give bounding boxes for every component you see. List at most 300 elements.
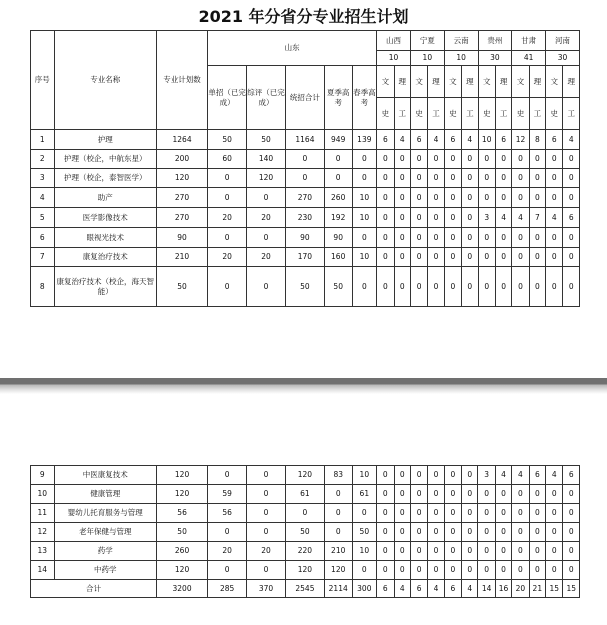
province-quota: 0 xyxy=(529,248,545,267)
province-quota: 0 xyxy=(410,561,427,580)
province-quota: 3 xyxy=(478,208,495,228)
province-quota: 0 xyxy=(377,248,394,267)
province-quota: 0 xyxy=(410,466,427,485)
single-count: 0 xyxy=(208,188,247,208)
spring-count: 0 xyxy=(352,228,377,248)
unified-total: 0 xyxy=(285,504,324,523)
header-province-total: 10 xyxy=(410,51,444,66)
province-quota: 0 xyxy=(462,267,478,307)
province-quota: 0 xyxy=(394,561,410,580)
header-wen: 文 xyxy=(512,66,529,98)
province-quota: 0 xyxy=(394,188,410,208)
spring-count: 10 xyxy=(352,466,377,485)
province-quota: 0 xyxy=(377,523,394,542)
province-quota: 0 xyxy=(495,504,511,523)
header-province-guizhou: 贵州 xyxy=(478,31,512,51)
row-index: 1 xyxy=(31,130,55,150)
province-quota: 0 xyxy=(394,228,410,248)
table-row xyxy=(31,485,580,504)
province-quota: 0 xyxy=(462,188,478,208)
major-name: 护理（校企，中航东星） xyxy=(54,150,156,169)
unified-total: 120 xyxy=(285,466,324,485)
header-li: 理 xyxy=(495,66,511,98)
province-quota: 0 xyxy=(512,504,529,523)
total-spring: 300 xyxy=(352,580,377,598)
spring-count: 0 xyxy=(352,267,377,307)
province-quota: 0 xyxy=(546,485,563,504)
comprehensive-count: 50 xyxy=(247,130,286,150)
province-quota: 0 xyxy=(495,542,511,561)
major-name: 中医康复技术 xyxy=(54,466,156,485)
single-count: 60 xyxy=(208,150,247,169)
province-quota: 0 xyxy=(444,561,461,580)
row-index: 7 xyxy=(31,248,55,267)
major-name: 助产 xyxy=(54,188,156,208)
province-quota: 0 xyxy=(444,523,461,542)
comprehensive-count: 0 xyxy=(247,485,286,504)
major-name: 眼视光技术 xyxy=(54,228,156,248)
summer-count: 949 xyxy=(324,130,352,150)
province-quota: 0 xyxy=(495,523,511,542)
province-quota: 0 xyxy=(512,248,529,267)
total-plan: 3200 xyxy=(156,580,207,598)
province-quota: 0 xyxy=(394,248,410,267)
single-count: 0 xyxy=(208,267,247,307)
header-province-gansu: 甘肃 xyxy=(512,31,546,51)
province-quota: 0 xyxy=(478,228,495,248)
province-quota: 0 xyxy=(478,504,495,523)
province-quota: 8 xyxy=(529,130,545,150)
province-quota: 0 xyxy=(394,208,410,228)
enrollment-table-page-1 xyxy=(30,30,580,307)
province-quota: 0 xyxy=(394,466,410,485)
total-single: 285 xyxy=(208,580,247,598)
comprehensive-count: 0 xyxy=(247,267,286,307)
table-row xyxy=(31,523,580,542)
province-quota: 0 xyxy=(478,267,495,307)
comprehensive-count: 120 xyxy=(247,169,286,188)
plan-total: 270 xyxy=(156,208,207,228)
header-province-total: 10 xyxy=(377,51,411,66)
spring-count: 10 xyxy=(352,248,377,267)
province-quota: 0 xyxy=(444,542,461,561)
summer-count: 50 xyxy=(324,267,352,307)
province-quota: 0 xyxy=(444,169,461,188)
unified-total: 0 xyxy=(285,150,324,169)
province-quota: 0 xyxy=(377,228,394,248)
spring-count: 50 xyxy=(352,523,377,542)
total-province-quota: 4 xyxy=(394,580,410,598)
row-index: 8 xyxy=(31,267,55,307)
header-major: 专业名称 xyxy=(54,31,156,130)
summer-count: 120 xyxy=(324,561,352,580)
province-quota: 0 xyxy=(410,188,427,208)
spring-count: 61 xyxy=(352,485,377,504)
province-quota: 0 xyxy=(546,169,563,188)
province-quota: 0 xyxy=(394,150,410,169)
total-province-quota: 6 xyxy=(377,580,394,598)
summer-count: 260 xyxy=(324,188,352,208)
header-province-henan: 河南 xyxy=(546,31,580,51)
major-name: 康复治疗技术（校企，海天智能） xyxy=(54,267,156,307)
province-quota: 0 xyxy=(428,267,444,307)
single-count: 50 xyxy=(208,130,247,150)
unified-total: 230 xyxy=(285,208,324,228)
province-quota: 0 xyxy=(529,485,545,504)
comprehensive-count: 0 xyxy=(247,466,286,485)
major-name: 护理（校企，泰智医学） xyxy=(54,169,156,188)
province-quota: 0 xyxy=(462,561,478,580)
province-quota: 0 xyxy=(462,542,478,561)
single-count: 56 xyxy=(208,504,247,523)
summer-count: 160 xyxy=(324,248,352,267)
province-quota: 0 xyxy=(444,267,461,307)
header-plan-total: 专业计划数 xyxy=(156,31,207,130)
province-quota: 0 xyxy=(410,169,427,188)
province-quota: 0 xyxy=(377,208,394,228)
unified-total: 50 xyxy=(285,523,324,542)
table-row xyxy=(31,208,580,228)
header-li: 理 xyxy=(563,66,580,98)
province-quota: 0 xyxy=(394,267,410,307)
province-quota: 3 xyxy=(478,466,495,485)
table-row xyxy=(31,169,580,188)
plan-total: 200 xyxy=(156,150,207,169)
total-province-quota: 15 xyxy=(563,580,580,598)
province-quota: 0 xyxy=(410,504,427,523)
comprehensive-count: 20 xyxy=(247,208,286,228)
summer-count: 192 xyxy=(324,208,352,228)
province-quota: 0 xyxy=(428,228,444,248)
province-quota: 0 xyxy=(377,561,394,580)
province-quota: 6 xyxy=(495,130,511,150)
unified-total: 220 xyxy=(285,542,324,561)
header-wen: 文 xyxy=(410,66,427,98)
province-quota: 0 xyxy=(512,542,529,561)
unified-total: 50 xyxy=(285,267,324,307)
province-quota: 0 xyxy=(410,267,427,307)
province-quota: 6 xyxy=(377,130,394,150)
province-quota: 0 xyxy=(563,485,580,504)
header-shi: 史 xyxy=(377,98,394,130)
province-quota: 0 xyxy=(546,188,563,208)
header-gong: 工 xyxy=(428,98,444,130)
province-quota: 0 xyxy=(377,150,394,169)
plan-total: 90 xyxy=(156,228,207,248)
province-quota: 0 xyxy=(462,169,478,188)
header-unified: 统招合计 xyxy=(285,66,324,130)
province-quota: 0 xyxy=(563,267,580,307)
header-province-ningxia: 宁夏 xyxy=(410,31,444,51)
row-index: 14 xyxy=(31,561,55,580)
province-quota: 0 xyxy=(410,208,427,228)
province-quota: 0 xyxy=(462,504,478,523)
province-quota: 6 xyxy=(529,466,545,485)
table-row xyxy=(31,228,580,248)
province-quota: 0 xyxy=(563,561,580,580)
row-index: 9 xyxy=(31,466,55,485)
comprehensive-count: 20 xyxy=(247,542,286,561)
summer-count: 83 xyxy=(324,466,352,485)
province-quota: 0 xyxy=(563,523,580,542)
major-name: 药学 xyxy=(54,542,156,561)
province-quota: 0 xyxy=(410,485,427,504)
province-quota: 0 xyxy=(478,561,495,580)
province-quota: 0 xyxy=(428,208,444,228)
province-quota: 0 xyxy=(546,228,563,248)
table-row xyxy=(31,542,580,561)
major-name: 康复治疗技术 xyxy=(54,248,156,267)
province-quota: 4 xyxy=(495,208,511,228)
table-row xyxy=(31,561,580,580)
spring-count: 10 xyxy=(352,208,377,228)
province-quota: 4 xyxy=(394,130,410,150)
province-quota: 4 xyxy=(428,130,444,150)
province-quota: 0 xyxy=(428,150,444,169)
header-shandong: 山东 xyxy=(208,31,377,66)
single-count: 0 xyxy=(208,228,247,248)
header-li: 理 xyxy=(428,66,444,98)
header-gong: 工 xyxy=(529,98,545,130)
province-quota: 0 xyxy=(444,150,461,169)
single-count: 20 xyxy=(208,248,247,267)
province-quota: 0 xyxy=(428,523,444,542)
province-quota: 4 xyxy=(462,130,478,150)
province-quota: 0 xyxy=(377,188,394,208)
comprehensive-count: 0 xyxy=(247,561,286,580)
province-quota: 0 xyxy=(529,169,545,188)
province-quota: 0 xyxy=(428,561,444,580)
province-quota: 0 xyxy=(529,504,545,523)
province-quota: 0 xyxy=(462,523,478,542)
page-break xyxy=(0,378,607,394)
header-index: 序号 xyxy=(31,31,55,130)
province-quota: 0 xyxy=(546,248,563,267)
province-quota: 0 xyxy=(394,169,410,188)
table-row xyxy=(31,248,580,267)
single-count: 20 xyxy=(208,208,247,228)
row-index: 3 xyxy=(31,169,55,188)
province-quota: 0 xyxy=(444,248,461,267)
province-quota: 0 xyxy=(495,267,511,307)
table-row xyxy=(31,150,580,169)
spring-count: 0 xyxy=(352,504,377,523)
summer-count: 0 xyxy=(324,485,352,504)
spring-count: 0 xyxy=(352,150,377,169)
single-count: 59 xyxy=(208,485,247,504)
province-quota: 0 xyxy=(563,504,580,523)
spring-count: 10 xyxy=(352,188,377,208)
table-row xyxy=(31,504,580,523)
total-province-quota: 21 xyxy=(529,580,545,598)
province-quota: 0 xyxy=(546,267,563,307)
province-quota: 0 xyxy=(529,267,545,307)
province-quota: 0 xyxy=(512,188,529,208)
province-quota: 0 xyxy=(495,485,511,504)
province-quota: 0 xyxy=(495,248,511,267)
province-quota: 0 xyxy=(478,485,495,504)
province-quota: 7 xyxy=(529,208,545,228)
province-quota: 0 xyxy=(377,466,394,485)
province-quota: 4 xyxy=(512,208,529,228)
header-province-total: 30 xyxy=(546,51,580,66)
total-row xyxy=(31,580,580,598)
total-province-quota: 4 xyxy=(428,580,444,598)
row-index: 2 xyxy=(31,150,55,169)
province-quota: 6 xyxy=(546,130,563,150)
header-gong: 工 xyxy=(495,98,511,130)
province-quota: 0 xyxy=(546,561,563,580)
summer-count: 210 xyxy=(324,542,352,561)
comprehensive-count: 20 xyxy=(247,248,286,267)
total-comprehensive: 370 xyxy=(247,580,286,598)
total-province-quota: 14 xyxy=(478,580,495,598)
province-quota: 0 xyxy=(428,188,444,208)
province-quota: 0 xyxy=(394,542,410,561)
province-quota: 0 xyxy=(563,169,580,188)
province-quota: 0 xyxy=(546,523,563,542)
province-quota: 0 xyxy=(546,504,563,523)
unified-total: 61 xyxy=(285,485,324,504)
province-quota: 0 xyxy=(410,523,427,542)
province-quota: 0 xyxy=(563,228,580,248)
province-quota: 0 xyxy=(444,485,461,504)
province-quota: 0 xyxy=(428,169,444,188)
header-shi: 史 xyxy=(512,98,529,130)
spring-count: 0 xyxy=(352,169,377,188)
comprehensive-count: 140 xyxy=(247,150,286,169)
province-quota: 0 xyxy=(529,188,545,208)
plan-total: 1264 xyxy=(156,130,207,150)
header-province-total: 30 xyxy=(478,51,512,66)
province-quota: 0 xyxy=(377,485,394,504)
province-quota: 0 xyxy=(444,228,461,248)
row-index: 5 xyxy=(31,208,55,228)
province-quota: 0 xyxy=(529,228,545,248)
province-quota: 0 xyxy=(546,542,563,561)
province-quota: 0 xyxy=(410,542,427,561)
province-quota: 0 xyxy=(478,169,495,188)
province-quota: 0 xyxy=(377,267,394,307)
unified-total: 90 xyxy=(285,228,324,248)
row-index: 13 xyxy=(31,542,55,561)
comprehensive-count: 0 xyxy=(247,523,286,542)
province-quota: 0 xyxy=(462,248,478,267)
table-row xyxy=(31,466,580,485)
header-li: 理 xyxy=(462,66,478,98)
row-index: 11 xyxy=(31,504,55,523)
header-shi: 史 xyxy=(410,98,427,130)
province-quota: 0 xyxy=(512,267,529,307)
enrollment-table-page-2 xyxy=(30,465,580,598)
header-gong: 工 xyxy=(462,98,478,130)
province-quota: 0 xyxy=(377,169,394,188)
total-province-quota: 20 xyxy=(512,580,529,598)
plan-total: 120 xyxy=(156,466,207,485)
single-count: 0 xyxy=(208,523,247,542)
header-province-yunnan: 云南 xyxy=(444,31,478,51)
total-province-quota: 6 xyxy=(444,580,461,598)
header-shi: 史 xyxy=(478,98,495,130)
province-quota: 6 xyxy=(563,208,580,228)
total-province-quota: 15 xyxy=(546,580,563,598)
province-quota: 6 xyxy=(410,130,427,150)
spring-count: 139 xyxy=(352,130,377,150)
header-province-shanxi: 山西 xyxy=(377,31,411,51)
header-li: 理 xyxy=(394,66,410,98)
province-quota: 0 xyxy=(546,150,563,169)
province-quota: 0 xyxy=(394,485,410,504)
plan-total: 210 xyxy=(156,248,207,267)
province-quota: 0 xyxy=(478,188,495,208)
province-quota: 0 xyxy=(495,169,511,188)
single-count: 0 xyxy=(208,169,247,188)
comprehensive-count: 0 xyxy=(247,188,286,208)
total-province-quota: 4 xyxy=(462,580,478,598)
summer-count: 0 xyxy=(324,150,352,169)
province-quota: 12 xyxy=(512,130,529,150)
province-quota: 4 xyxy=(546,466,563,485)
province-quota: 0 xyxy=(462,466,478,485)
province-quota: 0 xyxy=(444,208,461,228)
header-comprehensive: 综评（已完成） xyxy=(247,66,286,130)
comprehensive-count: 0 xyxy=(247,504,286,523)
province-quota: 0 xyxy=(512,523,529,542)
unified-total: 270 xyxy=(285,188,324,208)
plan-total: 120 xyxy=(156,169,207,188)
province-quota: 0 xyxy=(529,150,545,169)
header-wen: 文 xyxy=(377,66,394,98)
row-index: 4 xyxy=(31,188,55,208)
plan-total: 120 xyxy=(156,561,207,580)
province-quota: 0 xyxy=(495,228,511,248)
plan-total: 120 xyxy=(156,485,207,504)
province-quota: 0 xyxy=(462,208,478,228)
province-quota: 0 xyxy=(410,150,427,169)
header-wen: 文 xyxy=(478,66,495,98)
header-summer: 夏季高考 xyxy=(324,66,352,130)
header-wen: 文 xyxy=(444,66,461,98)
header-gong: 工 xyxy=(563,98,580,130)
spring-count: 0 xyxy=(352,561,377,580)
province-quota: 0 xyxy=(495,150,511,169)
major-name: 中药学 xyxy=(54,561,156,580)
comprehensive-count: 0 xyxy=(247,228,286,248)
total-unified: 2545 xyxy=(285,580,324,598)
province-quota: 4 xyxy=(495,466,511,485)
unified-total: 120 xyxy=(285,561,324,580)
province-quota: 4 xyxy=(546,208,563,228)
major-name: 老年保健与管理 xyxy=(54,523,156,542)
single-count: 0 xyxy=(208,466,247,485)
summer-count: 0 xyxy=(324,523,352,542)
plan-total: 50 xyxy=(156,267,207,307)
province-quota: 0 xyxy=(512,485,529,504)
province-quota: 0 xyxy=(428,504,444,523)
province-quota: 0 xyxy=(394,504,410,523)
province-quota: 0 xyxy=(377,542,394,561)
plan-total: 50 xyxy=(156,523,207,542)
header-gong: 工 xyxy=(394,98,410,130)
header-single: 单招（已完成） xyxy=(208,66,247,130)
table-row xyxy=(31,130,580,150)
table-body-page-2 xyxy=(31,466,580,598)
province-quota: 0 xyxy=(478,523,495,542)
province-quota: 0 xyxy=(410,228,427,248)
province-quota: 6 xyxy=(444,130,461,150)
major-name: 健康管理 xyxy=(54,485,156,504)
single-count: 20 xyxy=(208,542,247,561)
